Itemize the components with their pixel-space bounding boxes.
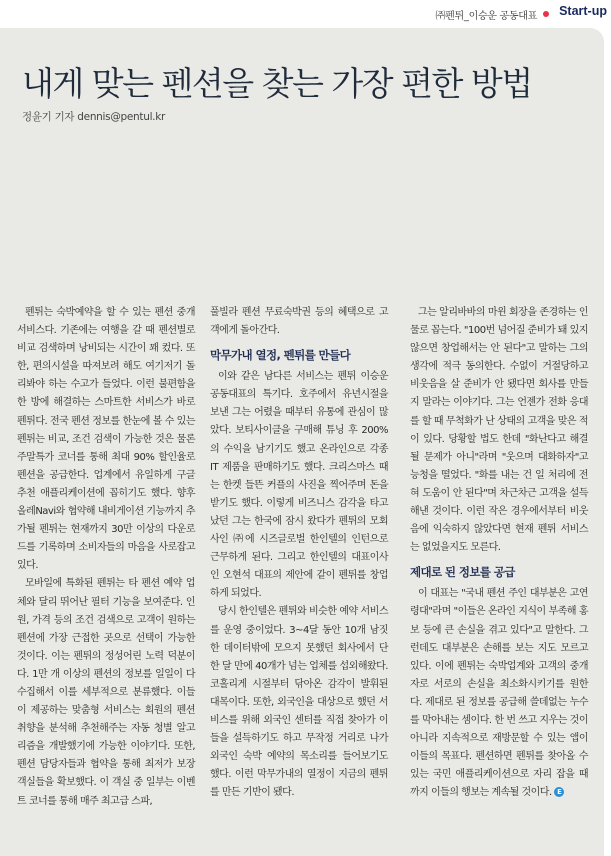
paragraph-text: 이 대표는 "국내 펜션 주인 대부분은 고연령대"라며 "이들은 온라인 지식이 부족해 홍보 등에 큰 손실을 겪고 있다"고 말한다. 그런데도 대부분은 손해를 보는 지도 모르고 있다. 이에 펜튀는 숙박업계와 고객의 중개자로 서로의 손실을 최소화시키기를 원한다. 제대로 된 정보를 공급해 쓸데없는 누수를 막아내는 셈이다. 한 번 쓰고 지우는 것이 아니라 지속적으로 재방문할 수 있는 앱이 이들의 목표다. 펜션하면 펜튀를 찾아올 수 있는 국민 애플리케이션으로 자리 잡을 때까지 이들의 행보는 계속될 것이다. — [410, 588, 588, 799]
paragraph: 당시 한인텔은 펜튀와 비슷한 예약 서비스를 운영 중이었다. 3~4달 동안 10개 남짓한 데이터밖에 모으지 못했던 회사에서 단 한 달 만에 40개가 넘는 업체를 섭외해왔다. 코홀리게 시절부터 닦아온 감각이 발휘된 대목이다. 또한, 외국인을 대상으로 했던 서비스를 위해 외국인 센터를 직접 찾아가 이들을 설득하기도 하고 무작정 거리로 나가 외국인 숙박 예약의 목소리를 들어보기도 했다. 이런 막무가내의 열정이 지금의 펜튀를 만든 기반이 됐다. — [210, 606, 388, 799]
article-title: 내게 맞는 펜션을 찾는 가장 편한 방법 — [22, 64, 532, 103]
paragraph: 모바일에 특화된 펜튀는 타 펜션 예약 업체와 달리 뛰어난 필터 기능을 보여준다. 인원, 가격 등의 조건 검색으로 고객이 원하는 펜션에 가장 근접한 곳으로 선택이 가능한 것이다. 이는 펜튀의 정성어린 노력 덕분이다. 1만 개 이상의 펜션의 정보를 일일이 다 수집해서 이를 세부적으로 분류했다. 이들이 제공하는 맞춤형 서비스는 회원의 펜션 취향을 분석해 추천해주는 자동 청별 알고리즘을 개발했기에 가능한 이야기다. 또한, 펜션 담당자들과 협약을 통해 최저가 보장 객실들을 확보했다. 이 객실 중 일부는 이벤트 코너를 통해 매주 최고급 스파, — [17, 578, 195, 807]
paragraph: 풀빌라 펜션 무료숙박권 등의 혜택으로 고객에게 돌아간다. — [210, 307, 388, 337]
paragraph: 이와 같은 남다른 서비스는 펜튀 이승운 공동대표의 특기다. 호주에서 유년시절을 보낸 그는 어렸을 때부터 유통에 관심이 많았다. 보티사이클을 구매해 튜닝 후 200%의 수익을 남기기도 했고 온라인으로 각종 IT 제품을 판매하기도 했다. 크리스마스 때는 한켓 들뜬 커플의 사진을 찍어주며 돈을 받기도 했다. 이렇게 비즈니스 감각을 타고났던 그는 한국에 잠시 왔다가 펜튀의 모회사인 ㈜에 시즈글로벌 한인텔의 인턴으로 근무하게 된다. 그리고 한인텔의 대표이사인 오현석 대표의 제안에 같이 펜튀를 창업하게 되었다. — [210, 371, 388, 600]
section-label: Start-up — [559, 4, 607, 18]
subheading: 제대로 된 정보를 공급 — [410, 565, 515, 580]
company-label: ㈜펜튀_이승운 공동대표 — [435, 11, 537, 22]
top-bar — [0, 0, 611, 28]
byline: 정윤기 기자 dennis@pentul.kr — [22, 111, 166, 123]
paragraph — [410, 585, 588, 802]
paragraph: 그는 알리바바의 마윈 회장을 존경하는 인물로 꼽는다. "100번 넘어질 준비가 돼 있지 않으면 창업해서는 안 된다"고 말하는 그의 생각에 적극 동의한다. 수없이 거절당하고 비웃음을 살 준비가 안 됐다면 회사를 만들지 말라는 이야기다. 그는 언젠가 전화 응대를 할 때 무척화가 난 상태의 고객을 맞은 적이 있다. 당황할 법도 한데 "화난다고 해결될 문제가 아니"라며 "웃으며 대화하자"고 능청을 떨었다. "화를 내는 건 일 처리에 전혀 도움이 안 된다"며 차근차근 고객을 설득해낸 것이다. 이런 작은 경우에서부터 비웃음에 익숙하지 않았다면 현재 펜튀 서비스는 없었을지도 모른다. — [410, 307, 588, 554]
paragraph: 펜튀는 숙박예약을 할 수 있는 펜션 중개 서비스다. 기존에는 여행을 갈 때 펜션별로 비교 검색하며 낭비되는 시간이 꽤 컸다. 또한, 편의시설을 따져보려 해도 여기저기 돌리봐야 하는 수고가 들었다. 이런 불편함을 한 방에 해결하는 스마트한 서비스가 바로 펜튀다. 전국 펜션 정보를 한눈에 볼 수 있는 펜튀는 비교, 조건 검색이 가능한 것은 물론 주말특가 코너를 통해 최대 90% 할인율로 펜션을 공급한다. 업계에서 유일하게 구글 추천 애플리케이션에 꼽히기도 했다. 향후 올레Navi와 협약해 내비게이션 기능까지 추가될 펜튀는 현재까지 30만 이상의 다운로드를 기록하며 소비자들의 마음을 사로잡고 있다. — [17, 307, 195, 572]
column-3 — [410, 304, 588, 802]
end-mark-icon: E — [554, 787, 564, 797]
section-dot-icon — [543, 11, 549, 17]
subheading: 막무가내 열정, 펜튀를 만들다 — [210, 348, 351, 363]
column-1 — [17, 304, 195, 811]
column-2 — [210, 304, 388, 802]
